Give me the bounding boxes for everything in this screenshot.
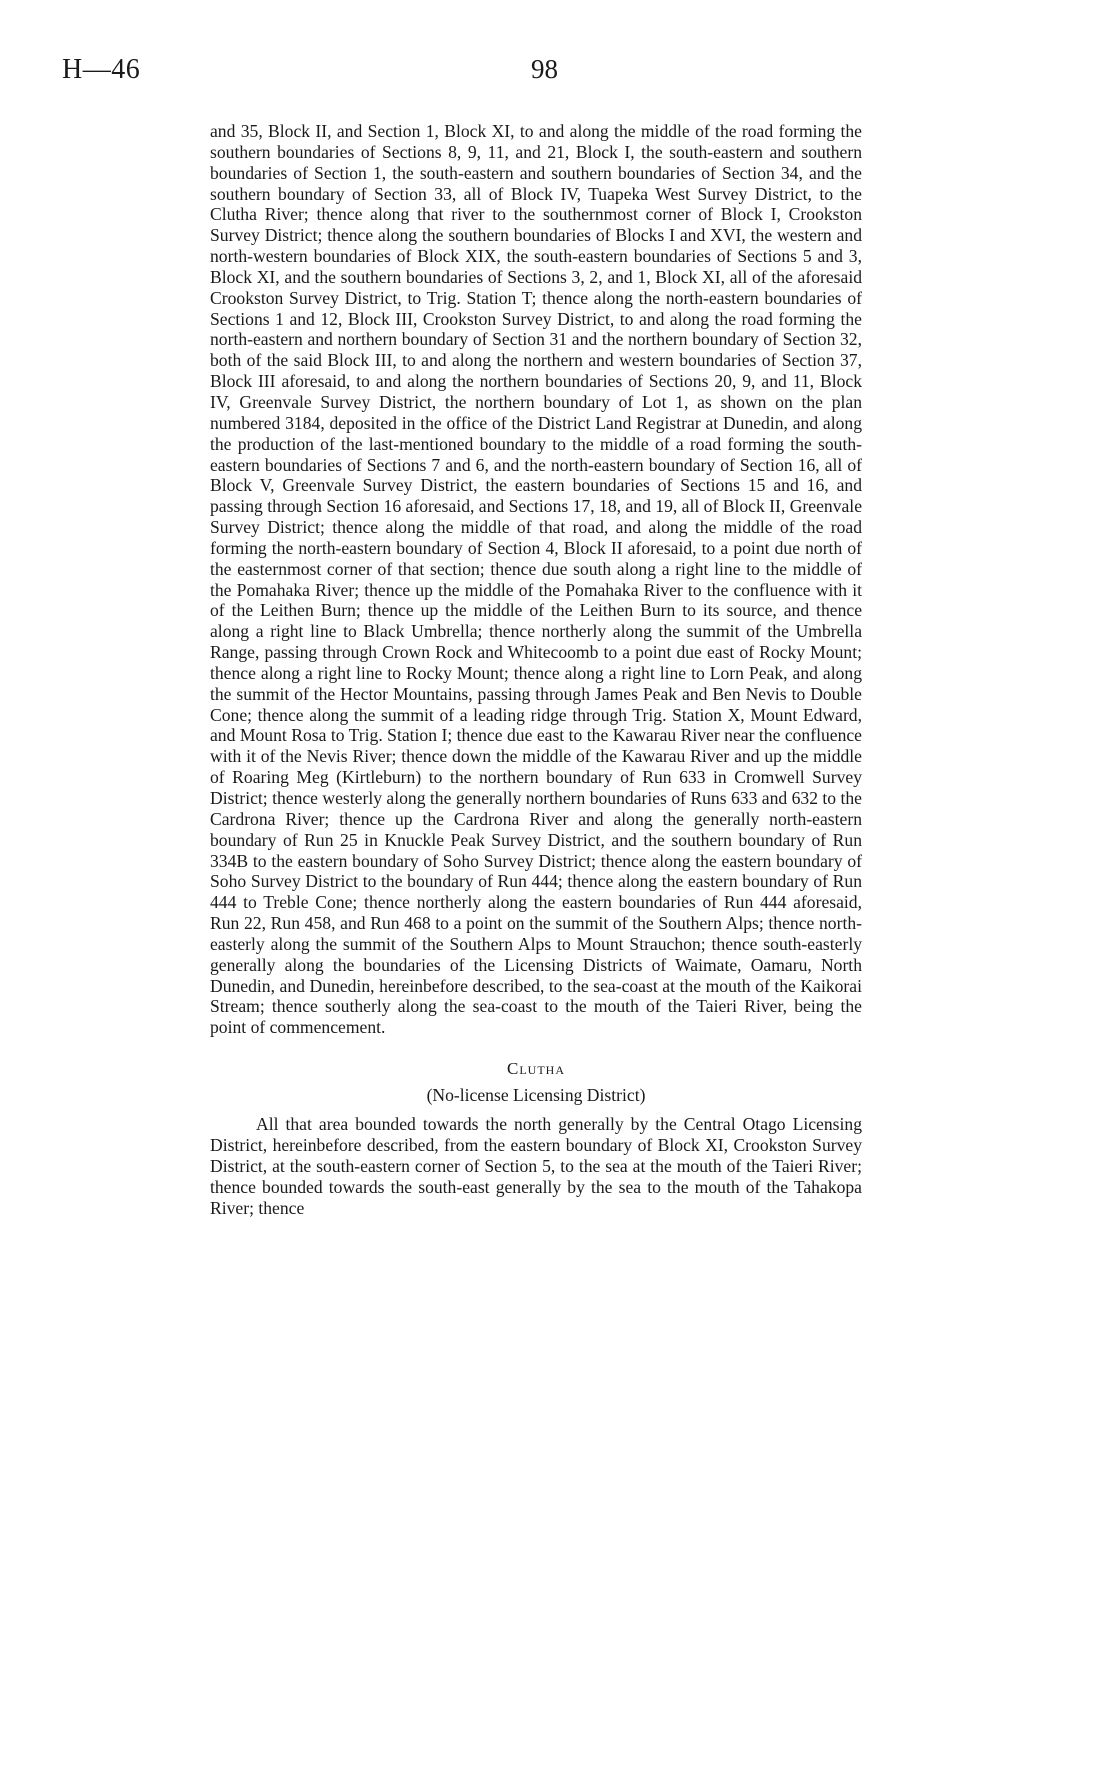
document-reference: H—46 bbox=[62, 54, 141, 85]
page-number: 98 bbox=[531, 54, 558, 84]
section-subheading: (No-license Licensing District) bbox=[426, 1085, 646, 1106]
page-header bbox=[0, 54, 1114, 94]
clutha-boundary-paragraph: All that area bounded towards the north generally by the Central Otago Licensing District, hereinbefore described, from the eastern boundary of Block XI, Crookston Survey District, at the south-eastern corner of Section 5, to the sea at the mouth of the Taieri River; thence bounded towards the south-east generally by the sea to the mouth of the Tahakopa River; thence bbox=[210, 1114, 862, 1218]
section-heading: Clutha bbox=[507, 1059, 565, 1079]
boundary-description-paragraph: and 35, Block II, and Section 1, Block XI, to and along the middle of the road forming the southern boundaries of Sections 8, 9, 11, and 21, Block I, the south-eastern and southern boundaries of Section 1, the south-eastern and southern boundaries of Section 34, and the southern boundary of Section 33, all of Block IV, Tuapeka West Survey District, to the Clutha River; thence along that river to the southernmost corner of Block I, Crookston Survey District; thence along the southern boundaries of Blocks I and XVI, the western and north-western boundaries of Block XIX, the south-eastern boundaries of Sections 5 and 3, Block XI, and the southern boundaries of Sections 3, 2, and 1, Block XI, all of the aforesaid Crookston Survey District, to Trig. Station T; thence along the north-eastern boundaries of Sections 1 and 12, Block III, Crookston Survey District, to and along the road forming the north-eastern and northern boundary of Section 31 and the northern boundary of Section 32, both of the said Block III, to and along the northern and western boundaries of Section 37, Block III aforesaid, to and along the northern boundaries of Sections 20, 9, and 11, Block IV, Greenvale Survey District, the northern boundary of Lot 1, as shown on the plan numbered 3184, deposited in the office of the District Land Registrar at Dunedin, and along the production of the last-mentioned boundary to the middle of a road forming the south-eastern boundaries of Sections 7 and 6, and the north-eastern boundary of Section 16, all of Block V, Greenvale Survey District, the eastern boundaries of Sections 15 and 16, and passing through Section 16 aforesaid, and Sections 17, 18, and 19, all of Block II, Greenvale Survey District; thence along the middle of that road, and along the middle of the road forming the north-eastern boundary of Section 4, Block II aforesaid, to a point due north of the easternmost corner of that section; thence due south along a right line to the middle of the Pomahaka River; thence up the middle of the Pomahaka River to the confluence with it of the Leithen Burn; thence up the middle of the Leithen Burn to its source, and thence along a right line to Black Umbrella; thence northerly along the summit of the Umbrella Range, passing through Crown Rock and Whitecoomb to a point due east of Rocky Mount; thence along a right line to Rocky Mount; thence along a right line to Lorn Peak, and along the summit of the Hector Mountains, passing through James Peak and Ben Nevis to Double Cone; thence along the summit of a leading ridge through Trig. Station X, Mount Edward, and Mount Rosa to Trig. Station I; thence due east to the Kawarau River near the confluence with it of the Nevis River; thence down the middle of the Kawarau River and up the middle of Roaring Meg (Kirtleburn) to the northern boundary of Run 633 in Cromwell Survey District; thence westerly along the generally northern boundaries of Runs 633 and 632 to the Cardrona River; thence up the Cardrona River and along the generally north-eastern boundary of Run 25 in Knuckle Peak Survey District, and the southern boundary of Run 334B to the eastern boundary of Soho Survey District; thence along the eastern boundary of Soho Survey District to the boundary of Run 444; thence along the eastern boundary of Run 444 to Treble Cone; thence northerly along the eastern boundaries of Run 444 aforesaid, Run 22, Run 458, and Run 468 to a point on the summit of the Southern Alps; thence north-easterly along the summit of the Southern Alps to Mount Strauchon; thence south-easterly generally along the boundaries of the Licensing Districts of Waimate, Oamaru, North Dunedin, and Dunedin, hereinbefore described, to the sea-coast at the mouth of the Kaikorai Stream; thence southerly along the sea-coast to the mouth of the Taieri River, being the point of commencement. bbox=[210, 121, 862, 1038]
page-body bbox=[210, 121, 862, 1218]
